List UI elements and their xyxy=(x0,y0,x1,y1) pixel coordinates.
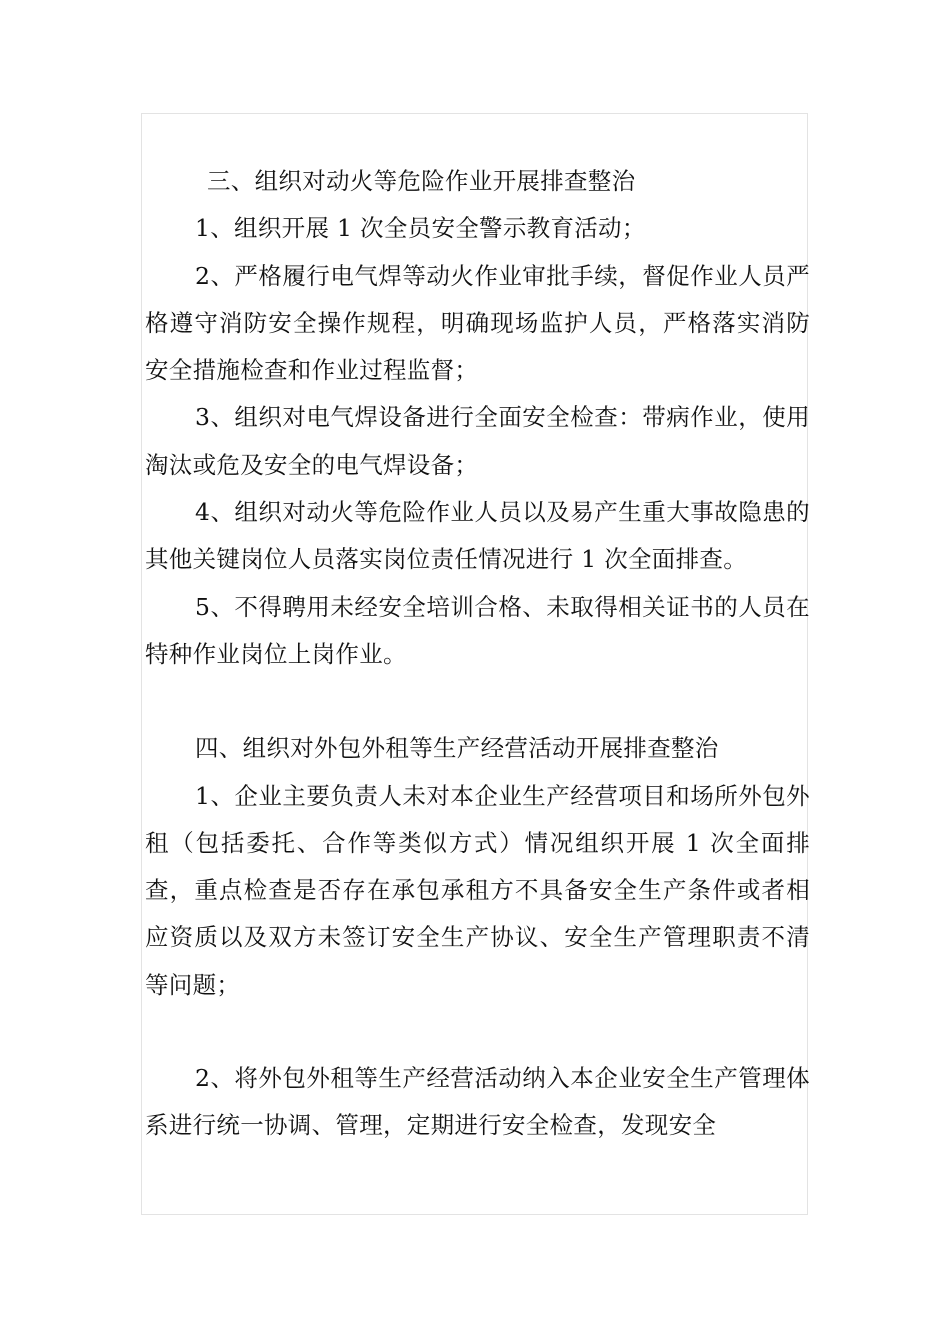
section-3-item-4: 4、组织对动火等危险作业人员以及易产生重大事故隐患的其他关键岗位人员落实岗位责任情况进行 1 次全面排查。 xyxy=(145,498,810,574)
paragraph-spacer xyxy=(145,1009,810,1055)
section-4-heading: 四、组织对外包外租等生产经营活动开展排查整治 xyxy=(195,734,719,763)
section-3-item-5: 5、不得聘用未经安全培训合格、未取得相关证书的人员在特种作业岗位上岗作业。 xyxy=(145,592,810,668)
document-body xyxy=(145,158,810,1150)
section-4-item-2: 2、将外包外租等生产经营活动纳入本企业安全生产管理体系进行统一协调、管理，定期进行安全检查，发现安全 xyxy=(145,1064,810,1140)
section-3-item-3: 3、组织对电气焊设备进行全面安全检查：带病作业，使用淘汰或危及安全的电气焊设备； xyxy=(145,403,810,479)
section-4-item-1: 1、企业主要负责人未对本企业生产经营项目和场所外包外租（包括委托、合作等类似方式）情况组织开展 1 次全面排查，重点检查是否存在承包承租方不具备安全生产条件或者相应资质以及双方未签订安全生产协议、安全生产管理职责不清等问题； xyxy=(145,781,810,999)
section-3-heading: 三、组织对动火等危险作业开展排查整治 xyxy=(207,167,636,195)
section-3-item-2: 2、严格履行电气焊等动火作业审批手续，督促作业人员严格遵守消防安全操作规程，明确现场监护人员，严格落实消防安全措施检查和作业过程监督； xyxy=(145,261,810,385)
section-spacer xyxy=(145,678,810,725)
section-3-item-1: 1、组织开展 1 次全员安全警示教育活动； xyxy=(195,214,646,243)
